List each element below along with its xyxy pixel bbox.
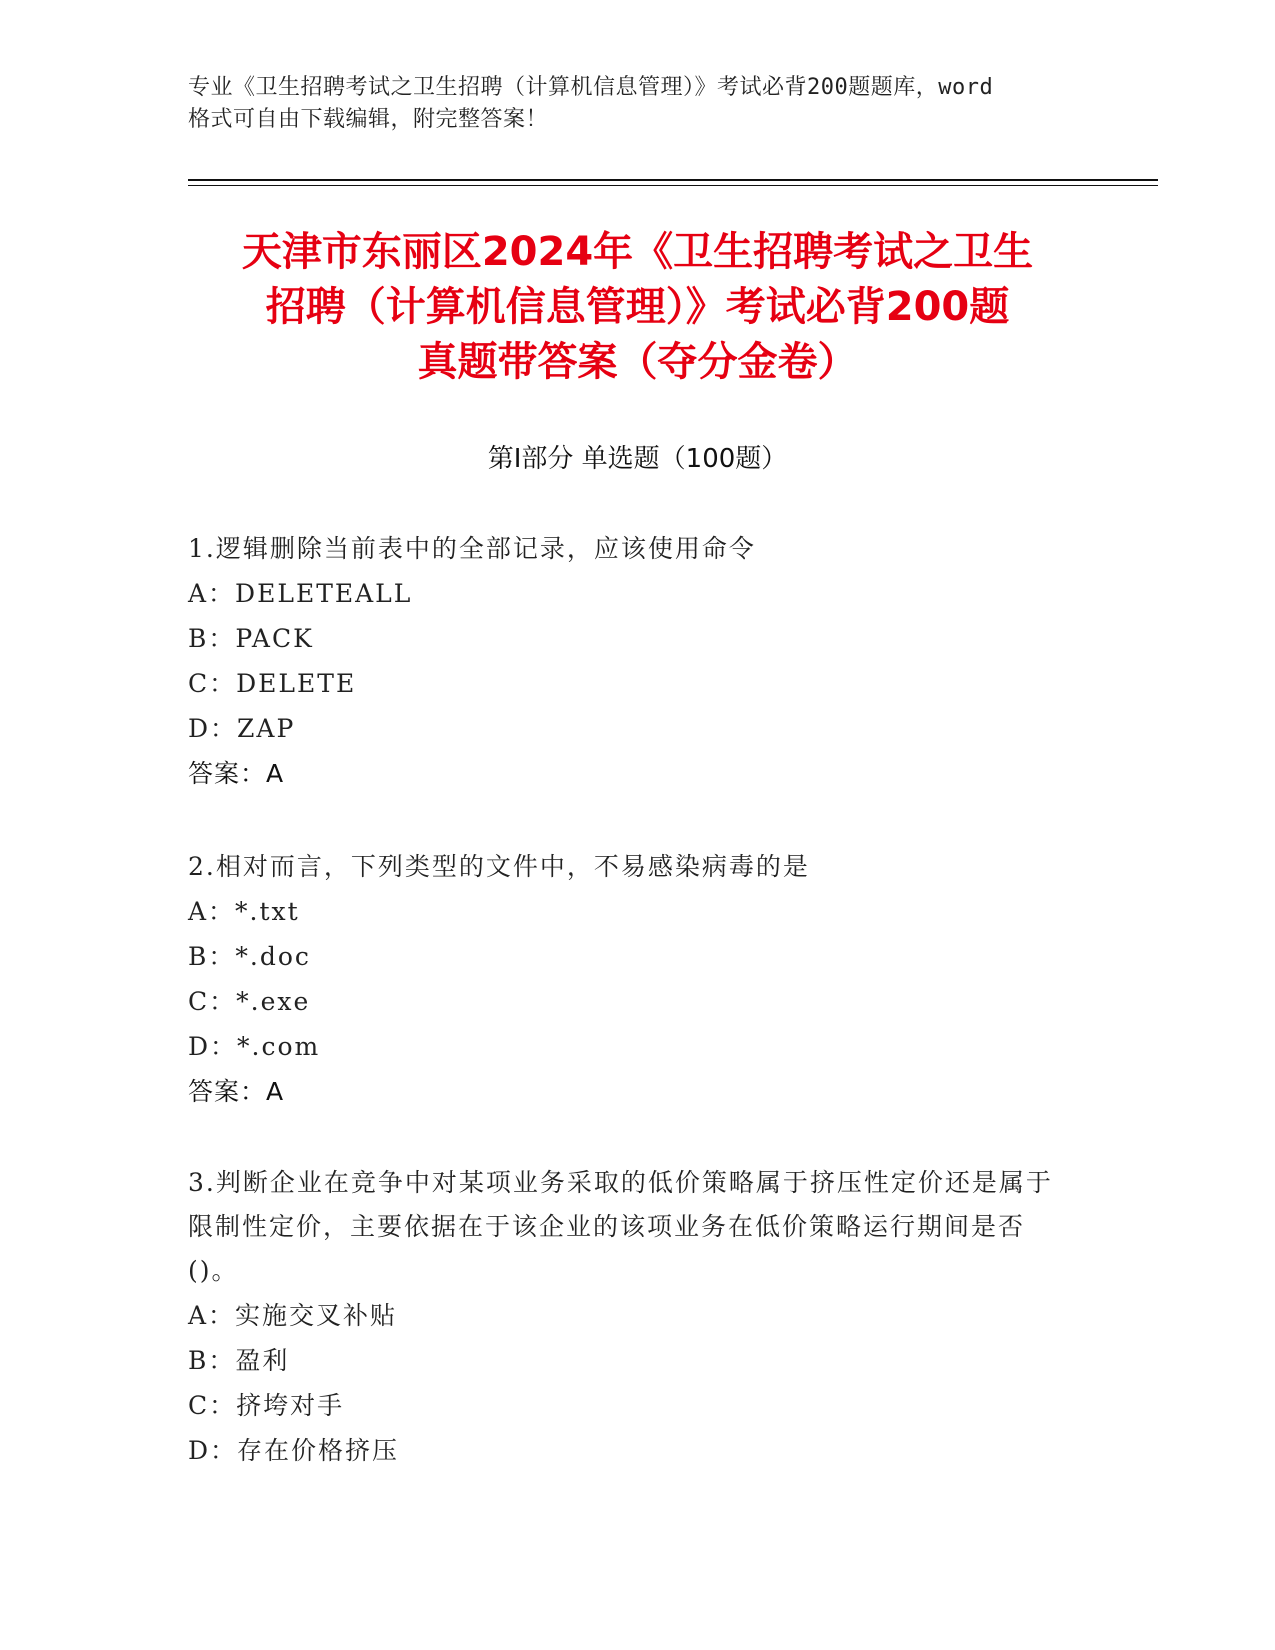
question-stem: 2.相对而言，下列类型的文件中，不易感染病毒的是 <box>188 852 810 881</box>
question-stem: 3.判断企业在竞争中对某项业务采取的低价策略属于挤压性定价还是属于限制性定价，主要依据在于该企业的该项业务在低价策略运行期间是否()。 <box>188 1168 1053 1285</box>
question-item <box>188 527 1068 796</box>
option-b: B：*.doc <box>188 942 311 971</box>
option-c: C：挤垮对手 <box>188 1391 345 1420</box>
question-stem: 1.逻辑删除当前表中的全部记录，应该使用命令 <box>188 534 756 563</box>
option-d: D：*.com <box>188 1032 321 1061</box>
question-item <box>188 1161 1068 1473</box>
header-note <box>188 72 1088 136</box>
title-line: 真题带答案（夺分金卷） <box>417 339 858 385</box>
option-c: C：*.exe <box>188 987 311 1016</box>
option-b: B：盈利 <box>188 1346 290 1375</box>
option-a: A：*.txt <box>188 897 300 926</box>
option-d: D：存在价格挤压 <box>188 1436 400 1465</box>
option-a: A：实施交叉补贴 <box>188 1301 398 1330</box>
option-d: D：ZAP <box>188 714 296 743</box>
document-title <box>170 225 1105 390</box>
answer-line: 答案：A <box>188 1077 285 1106</box>
header-note-line: 专业《卫生招聘考试之卫生招聘（计算机信息管理）》考试必背200题题库，word <box>188 75 994 100</box>
header-divider-thin <box>188 185 1158 186</box>
section-title: 第Ⅰ部分 单选题（100题） <box>487 444 788 474</box>
title-line: 天津市东丽区2024年《卫生招聘考试之卫生 <box>241 229 1034 275</box>
header-divider <box>188 179 1158 181</box>
option-a: A：DELETEALL <box>188 579 413 608</box>
option-c: C：DELETE <box>188 669 357 698</box>
title-line: 招聘（计算机信息管理）》考试必背200题 <box>265 284 1010 330</box>
question-item <box>188 845 1068 1114</box>
answer-line: 答案：A <box>188 759 285 788</box>
option-b: B：PACK <box>188 624 314 653</box>
header-note-line: 格式可自由下载编辑，附完整答案！ <box>188 107 549 132</box>
